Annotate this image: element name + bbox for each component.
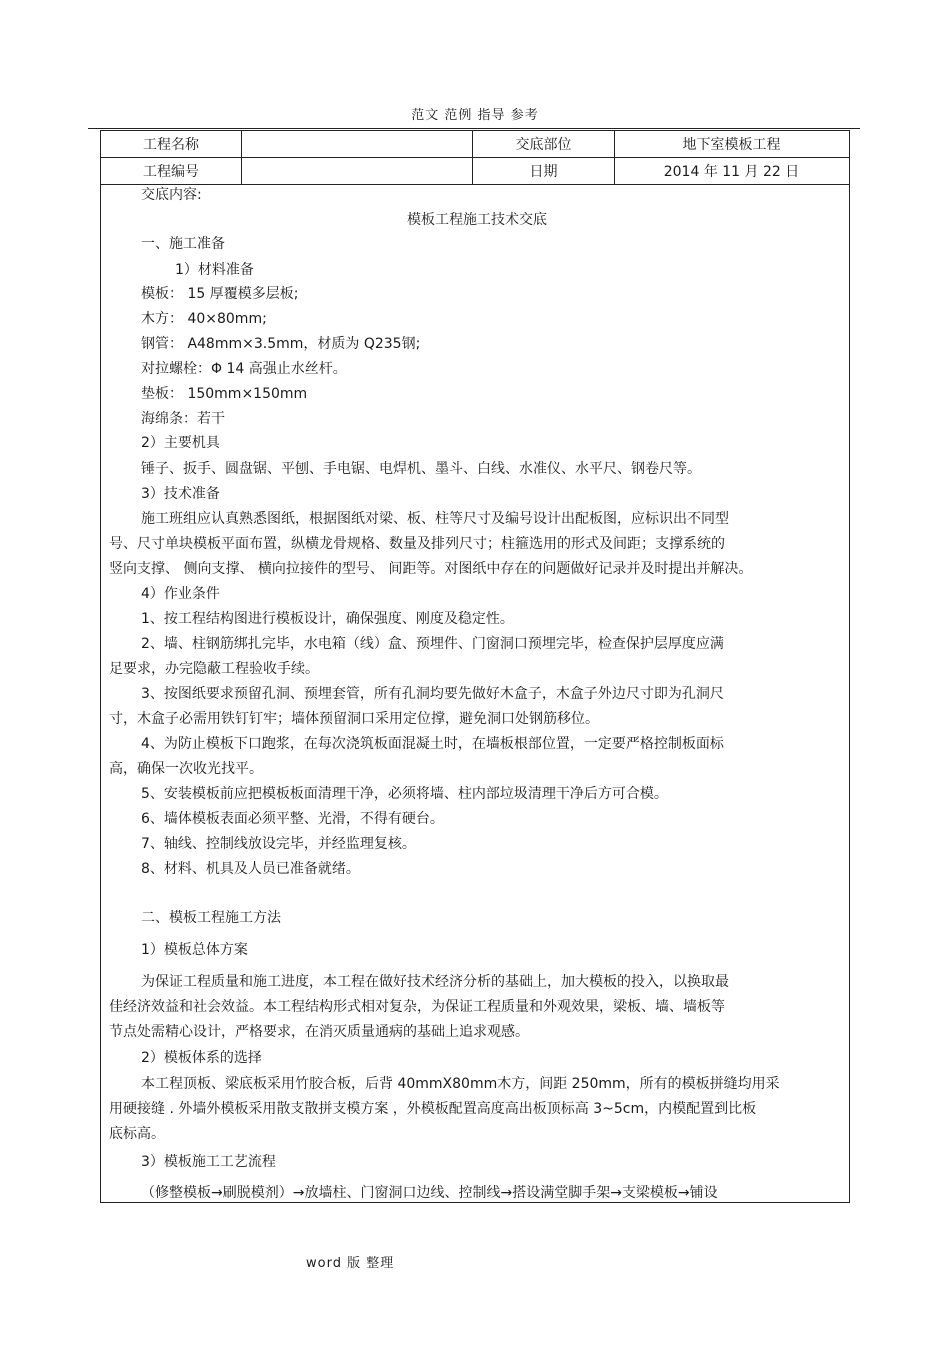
section-heading: 一、施工准备 xyxy=(141,236,225,252)
text-line: 3、按图纸要求预留孔洞、预埋套管，所有孔洞均要先做好木盒子，木盒子外边尺寸即为孔洞尺 xyxy=(141,686,724,702)
text-line: 锤子、扳手、圆盘锯、平刨、手电锯、电焊机、墨斗、白线、水准仪、水平尺、钢卷尺等。 xyxy=(141,461,701,477)
text-line: 1、按工程结构图进行模板设计，确保强度、刚度及稳定性。 xyxy=(141,611,514,627)
date-value: 2014 年 11 月 22 日 xyxy=(663,164,800,180)
text-line: 底标高。 xyxy=(109,1126,165,1142)
text-line: 用硬接缝 . 外墙外模板采用散支散拼支模方案 ，外模板配置高度高出板顶标高 3~5cm，内模配置到比板 xyxy=(109,1101,757,1117)
sub-heading: 4）作业条件 xyxy=(141,586,220,602)
header-divider xyxy=(88,128,860,129)
text-line: 本工程顶板、梁底板采用竹胶合板，后背 40mmX80mm木方，间距 250mm，所有的模板拼缝均用采 xyxy=(141,1076,780,1092)
page-header: 范文 范例 指导 参考 xyxy=(411,108,539,123)
handover-table xyxy=(100,130,850,1203)
text-line: （修整模板→刷脱模剂）→放墙柱、门窗洞口边线、控制线→搭设满堂脚手架→支梁模板→铺设 xyxy=(141,1185,718,1201)
text-line: 高，确保一次收光找平。 xyxy=(109,761,263,777)
text-line: 模板： 15 厚覆模多层板; xyxy=(141,286,299,302)
text-line: 钢管： A48mm×3.5mm，材质为 Q235钢; xyxy=(141,336,421,352)
handover-part-label: 交底部位 xyxy=(473,131,615,157)
sub-heading: 1）材料准备 xyxy=(175,262,254,278)
text-line: 垫板： 150mm×150mm xyxy=(141,386,308,402)
page-footer: word 版 整理 xyxy=(306,1256,395,1271)
text-line: 号、尺寸单块模板平面布置，纵横龙骨规格、数量及排列尺寸；柱箍选用的形式及间距；支撑系统的 xyxy=(109,536,725,552)
text-line: 5、安装模板前应把模板板面清理干净，必须将墙、柱内部垃圾清理干净后方可合模。 xyxy=(141,786,668,802)
text-line: 4、为防止模板下口跑浆，在每次浇筑板面混凝土时，在墙板根部位置，一定要严格控制板面标 xyxy=(141,736,724,752)
text-line: 足要求，办完隐蔽工程验收手续。 xyxy=(109,661,319,677)
content-label: 交底内容: xyxy=(141,187,202,203)
text-line: 节点处需精心设计，严格要求，在消灭质量通病的基础上追求观感。 xyxy=(109,1024,529,1040)
project-name-label: 工程名称 xyxy=(101,131,242,157)
section-heading: 二、模板工程施工方法 xyxy=(141,910,281,926)
text-line: 寸，木盒子必需用铁钉钉牢；墙体预留洞口采用定位撑，避免洞口处钢筋移位。 xyxy=(109,711,599,727)
text-line: 佳经济效益和社会效益。本工程结构形式相对复杂，为保证工程质量和外观效果，梁板、墙、墙板等 xyxy=(109,999,725,1015)
sub-heading: 3）模板施工工艺流程 xyxy=(141,1154,276,1170)
text-line: 8、材料、机具及人员已准备就绪。 xyxy=(141,861,360,877)
text-line: 2、墙、柱钢筋绑扎完毕，水电箱（线）盒、预埋件、门窗洞口预埋完毕，检查保护层厚度应满 xyxy=(141,636,724,652)
text-line: 为保证工程质量和施工进度，本工程在做好技术经济分析的基础上，加大模板的投入，以换取最 xyxy=(141,974,729,990)
document-title: 模板工程施工技术交底 xyxy=(407,212,547,228)
text-line: 6、墙体模板表面必须平整、光滑，不得有硬台。 xyxy=(141,811,444,827)
sub-heading: 2）主要机具 xyxy=(141,435,220,451)
text-line: 对拉螺栓：Φ 14 高强止水丝杆。 xyxy=(141,361,347,377)
text-line: 施工班组应认真熟悉图纸，根据图纸对梁、板、柱等尺寸及编号设计出配板图，应标识出不同型 xyxy=(141,511,729,527)
project-name-value xyxy=(242,131,473,157)
handover-part-value: 地下室模板工程 xyxy=(682,137,781,153)
project-number-label: 工程编号 xyxy=(101,158,242,184)
sub-heading: 2）模板体系的选择 xyxy=(141,1050,262,1066)
table-row xyxy=(101,158,849,185)
table-row xyxy=(101,131,849,158)
text-line: 木方： 40×80mm; xyxy=(141,311,267,327)
project-number-value xyxy=(242,158,473,184)
text-line: 海绵条：若干 xyxy=(141,411,225,427)
text-line: 7、轴线、控制线放设完毕，并经监理复核。 xyxy=(141,836,416,852)
text-line: 竖向支撑、 侧向支撑、 横向拉接件的型号、 间距等。对图纸中存在的问题做好记录并及时提出并解决。 xyxy=(109,561,753,577)
sub-heading: 3）技术准备 xyxy=(141,486,220,502)
sub-heading: 1）模板总体方案 xyxy=(141,942,248,958)
date-label: 日期 xyxy=(473,158,615,184)
